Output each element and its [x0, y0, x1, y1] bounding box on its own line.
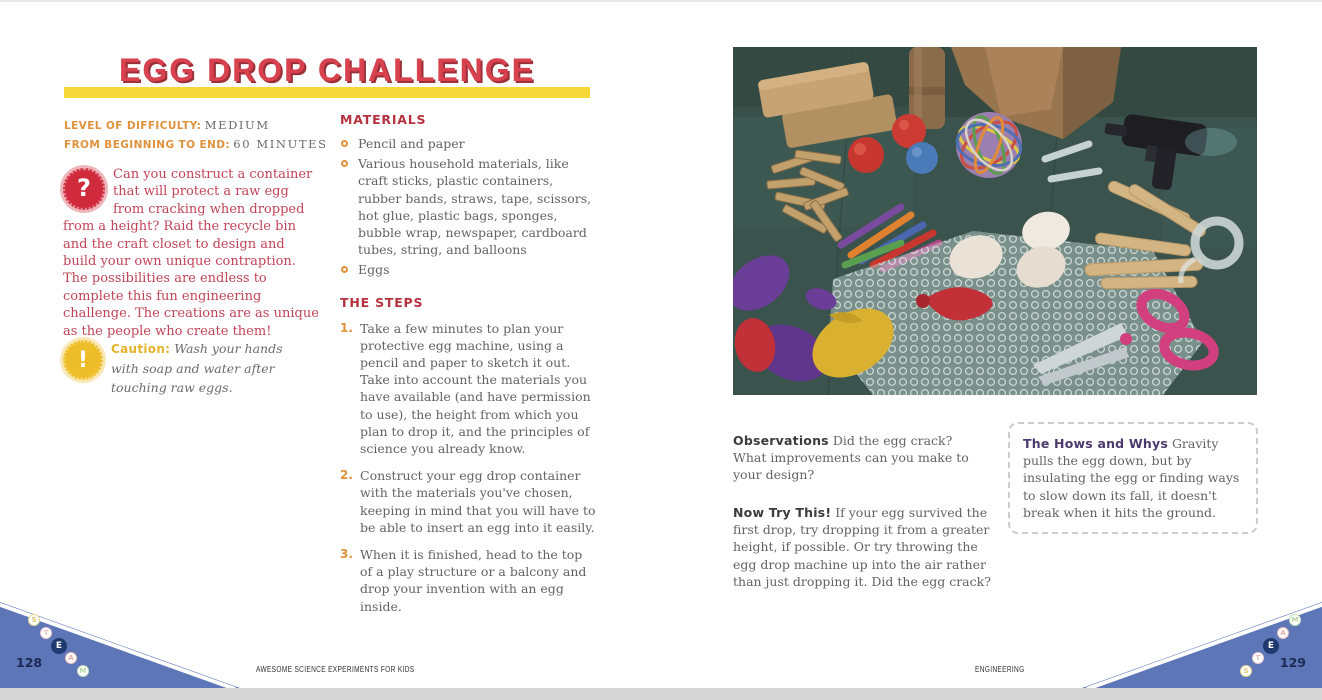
bullet-dot-icon: [341, 266, 348, 273]
step-number: 1.: [340, 320, 353, 335]
question-mark-icon: ?: [63, 168, 105, 210]
book-title-footer: AWESOME SCIENCE EXPERIMENTS FOR KIDS: [256, 665, 415, 674]
page-number-left: 128: [16, 655, 43, 670]
now-try-this-block: [733, 504, 993, 590]
caution-note: [63, 338, 313, 396]
materials-and-steps-column: [340, 112, 598, 625]
page-number-right: 129: [1279, 655, 1306, 670]
duration-value: 60 MINUTES: [233, 137, 328, 151]
step-text: When it is finished, head to the top of a play structure or a balcony and drop your invention with an egg inside.: [360, 547, 587, 614]
corner-decoration-right: [1082, 602, 1322, 688]
list-item: [340, 135, 598, 152]
bottom-edge-strip: [0, 688, 1322, 700]
difficulty-label: LEVEL OF DIFFICULTY:: [64, 120, 202, 132]
steps-heading: THE STEPS: [340, 294, 424, 310]
steam-letter-e-icon: E: [51, 638, 67, 654]
step-number: 3.: [340, 547, 353, 562]
steam-letter-s-icon: S: [1240, 665, 1252, 677]
bullet-dot-icon: [341, 160, 348, 167]
steam-letter-t-icon: T: [40, 627, 52, 639]
now-try-this-text: If your egg survived the first drop, try dropping it from a greater height, if possible. Or try throwing the egg drop machine up into the air rather than just dropping it. Did the egg crack?: [733, 505, 991, 589]
now-try-this-label: Now Try This!: [733, 505, 832, 520]
observations-text: Did the egg crack? What improvements can you make to your design?: [733, 433, 969, 483]
steps-list: [340, 320, 598, 615]
list-item: [340, 155, 598, 258]
materials-heading: MATERIALS: [340, 112, 427, 127]
materials-list: [340, 135, 598, 279]
duration-row: [64, 135, 334, 154]
caution-label: Caution:: [111, 342, 171, 356]
steam-letter-m-icon: M: [77, 665, 89, 677]
observations-block: [733, 432, 989, 484]
steam-letter-m-icon: M: [1289, 614, 1301, 626]
step-text: Take a few minutes to plan your protective egg machine, using a pencil and paper to sketch it out. Take into account the materials you have available (and have permission to use), the height from which you plan to drop it, and the principles of science you already know.: [360, 320, 591, 457]
list-item: [340, 467, 598, 536]
chapter-footer: ENGINEERING: [975, 665, 1025, 674]
hows-and-whys-label: The Hows and Whys: [1023, 436, 1168, 451]
caution-text: Wash your hands with soap and water after touching raw eggs.: [111, 341, 283, 395]
challenge-intro-text: Can you construct a container that will protect a raw egg from cracking when dropped from a height? Raid the recycle bin and the craft closet to design and build your own unique contraption. The possibilities are endless to complete this fun engineering challenge. The creations are as unique as the people who create them!: [63, 167, 319, 339]
exclamation-mark-icon: !: [63, 340, 103, 380]
difficulty-value: MEDIUM: [204, 118, 270, 132]
material-item-text: Various household materials, like craft sticks, plastic containers, rubber bands, straws, tape, scissors, hot glue, plastic bags, sponges, bubble wrap, newspaper, cardboard tubes, string, and balloons: [358, 156, 592, 258]
steam-letter-a-icon: A: [65, 652, 77, 664]
material-item-text: Eggs: [358, 262, 390, 278]
observations-label: Observations: [733, 433, 829, 448]
book-spread: [0, 2, 1322, 700]
hows-and-whys-text: Gravity pulls the egg down, but by insulating the egg or finding ways to slow down its fall, it doesn't break when it hits the ground.: [1023, 436, 1240, 520]
duration-label: FROM BEGINNING TO END:: [64, 139, 230, 151]
materials-photo: [733, 47, 1257, 395]
corner-decoration-left: [0, 602, 240, 688]
caution-text-wrap: [111, 341, 283, 395]
list-item: [340, 261, 598, 278]
hows-and-whys-box: [1008, 422, 1258, 534]
steam-letter-t-icon: T: [1252, 652, 1264, 664]
steam-letter-s-icon: S: [28, 614, 40, 626]
activity-title-block: [64, 52, 590, 100]
material-item-text: Pencil and paper: [358, 136, 465, 151]
steam-letter-e-icon: E: [1263, 638, 1279, 654]
step-text: Construct your egg drop container with the materials you've chosen, keeping in mind that you will have to be able to insert an egg into it easily.: [360, 468, 596, 535]
challenge-intro: [63, 166, 321, 340]
bullet-dot-icon: [341, 140, 348, 147]
steam-letter-a-icon: A: [1277, 627, 1289, 639]
difficulty-row: [64, 116, 334, 135]
list-item: [340, 320, 598, 458]
step-number: 2.: [340, 468, 353, 483]
list-item: [340, 546, 598, 615]
page-title: EGG DROP CHALLENGE: [119, 52, 535, 88]
activity-meta: [64, 116, 334, 154]
